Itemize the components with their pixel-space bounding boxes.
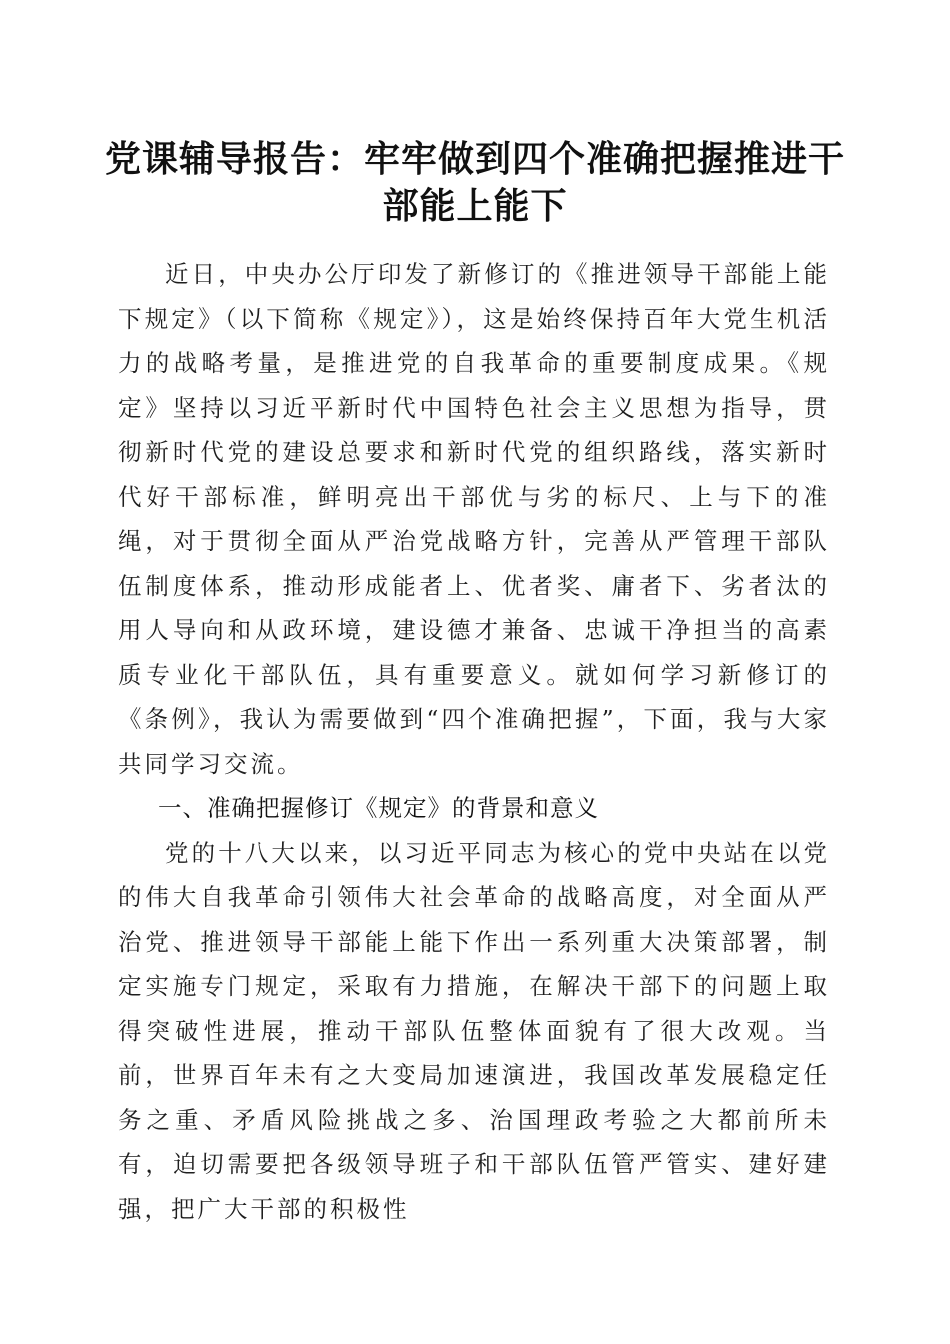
document-body: [118, 252, 830, 1231]
section-heading: 一、准确把握修订《规定》的背景和意义: [158, 794, 599, 822]
intro-paragraph: 近日，中央办公厅印发了新修订的《推进领导干部能上能下规定》（以下简称《规定》），这是始终保持百年大党生机活力的战略考量，是推进党的自我革命的重要制度成果。《规定》坚持以习近平新时代中国特色社会主义思想为指导，贯彻新时代党的建设总要求和新时代党的组织路线，落实新时代好干部标准，鲜明亮出干部优与劣的标尺、上与下的准绳，对于贯彻全面从严治党战略方针，完善从严管理干部队伍制度体系，推动形成能者上、优者奖、庸者下、劣者汰的用人导向和从政环境，建设德才兼备、忠诚干净担当的高素质专业化干部队伍，具有重要意义。就如何学习新修订的《条例》，我认为需要做到“四个准确把握”，下面，我与大家共同学习交流。: [118, 260, 830, 778]
section-paragraph: 党的十八大以来，以习近平同志为核心的党中央站在以党的伟大自我革命引领伟大社会革命的战略高度，对全面从严治党、推进领导干部能上能下作出一系列重大决策部署，制定实施专门规定，采取有力措施，在解决干部下的问题上取得突破性进展，推动干部队伍整体面貌有了很大改观。当前，世界百年未有之大变局加速演进，我国改革发展稳定任务之重、矛盾风险挑战之多、治国理政考验之大都前所未有，迫切需要把各级领导班子和干部队伍管严管实、建好建强，把广大干部的积极性: [118, 838, 830, 1223]
document-title: 党课辅导报告：牢牢做到四个准确把握推进干部能上能下: [104, 138, 845, 227]
